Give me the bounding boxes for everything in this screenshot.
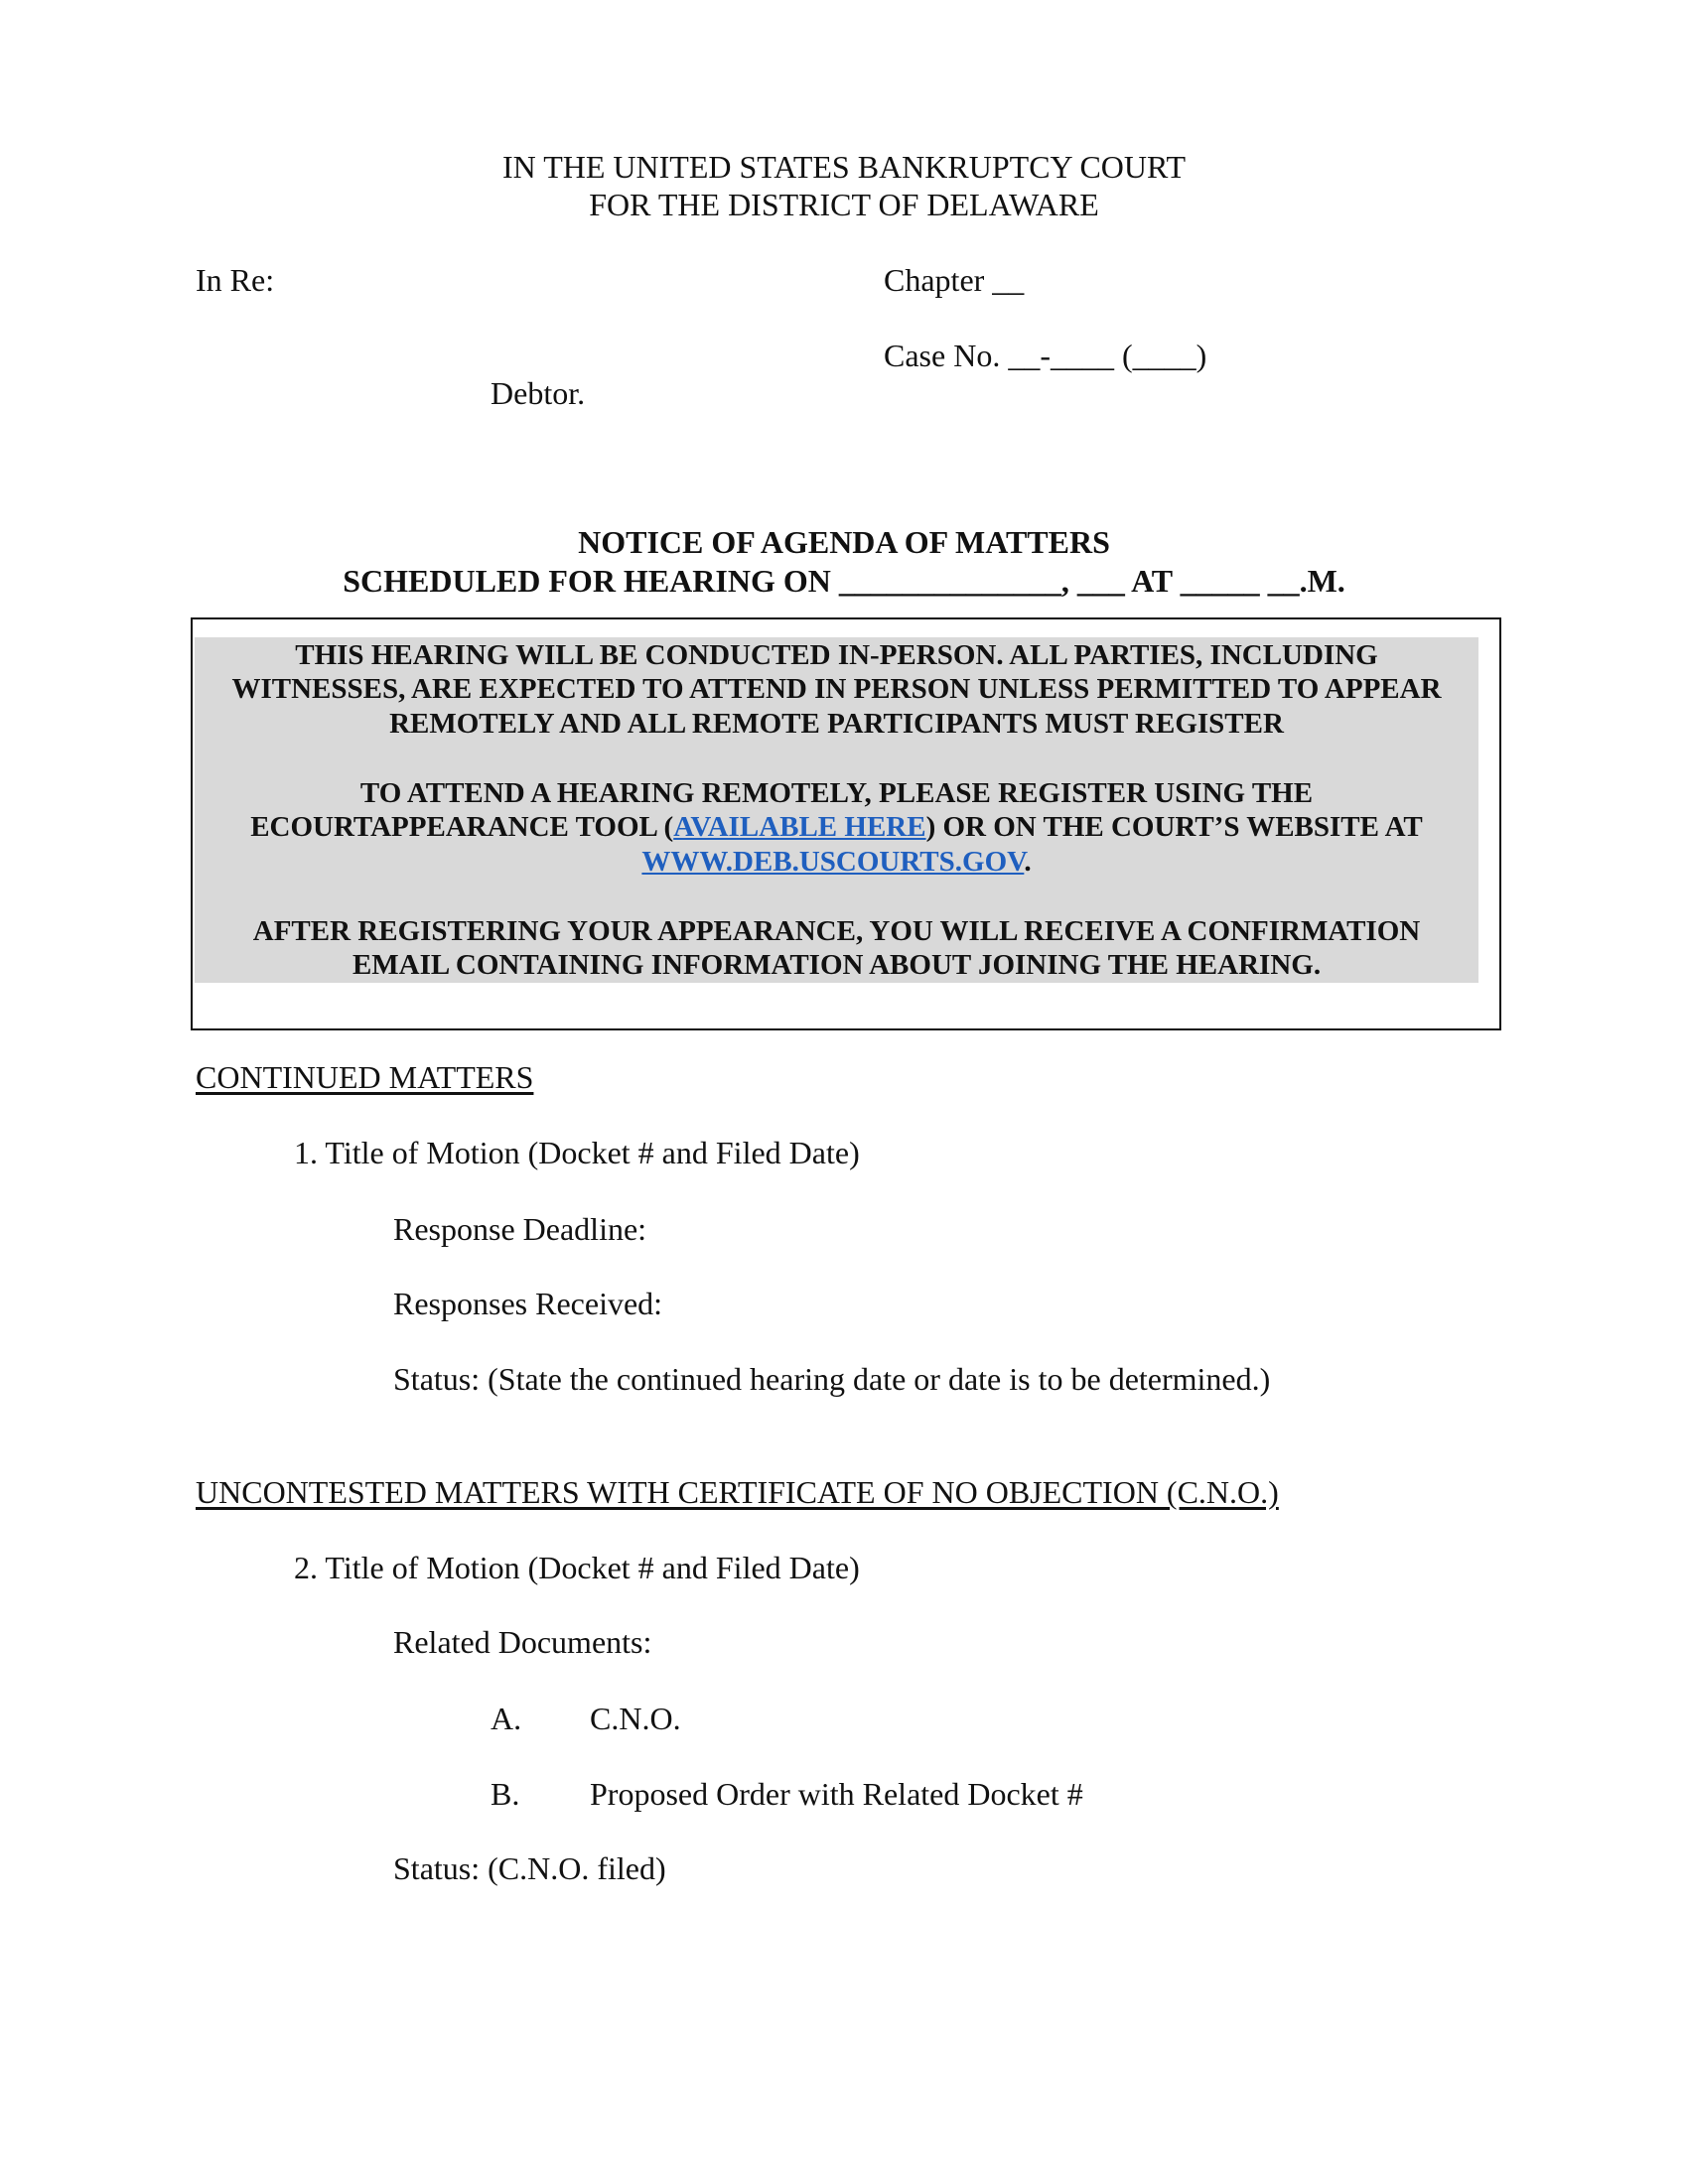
notice-text: ) OR ON THE COURT’S WEBSITE AT (925, 811, 1423, 843)
notice-text: . (1024, 846, 1032, 878)
doc-text: Proposed Order with Related Docket # (590, 1776, 1083, 1812)
notice-line: WITNESSES, ARE EXPECTED TO ATTEND IN PERSON UNLESS PERMITTED TO APPEAR (231, 673, 1442, 705)
chapter-field: Chapter __ (884, 262, 1025, 298)
notice-line: REMOTELY AND ALL REMOTE PARTICIPANTS MUST REGISTER (389, 708, 1284, 740)
uncontested-status: Status: (C.N.O. filed) (393, 1850, 666, 1886)
debtor-label: Debtor. (491, 375, 586, 411)
doc-letter: A. (491, 1701, 522, 1736)
case-number-field: Case No. __-____ (____) (884, 338, 1207, 373)
notice-line (195, 845, 1478, 880)
notice-line: AFTER REGISTERING YOUR APPEARANCE, YOU WILL RECEIVE A CONFIRMATION (252, 915, 1421, 947)
doc-letter: B. (491, 1776, 520, 1812)
notice-text: ECOURTAPPEARANCE TOOL ( (250, 811, 674, 843)
in-re-label: In Re: (196, 262, 275, 298)
court-name: IN THE UNITED STATES BANKRUPTCY COURT (502, 149, 1186, 185)
responses-received: Responses Received: (393, 1286, 663, 1321)
court-district: FOR THE DISTRICT OF DELAWARE (589, 187, 1099, 222)
continued-item-title: 1. Title of Motion (Docket # and Filed Date) (294, 1135, 860, 1170)
uncontested-matters-heading: UNCONTESTED MATTERS WITH CERTIFICATE OF NO OBJECTION (C.N.O.) (196, 1474, 1279, 1510)
available-here-link[interactable]: AVAILABLE HERE (673, 811, 926, 843)
notice-line: EMAIL CONTAINING INFORMATION ABOUT JOINING THE HEARING. (352, 949, 1322, 981)
notice-line (195, 810, 1478, 845)
hearing-date-line: SCHEDULED FOR HEARING ON ______________, ___ AT _____ __.M. (343, 563, 1345, 599)
document-title: NOTICE OF AGENDA OF MATTERS (578, 524, 1110, 560)
continued-status: Status: (State the continued hearing date or date is to be determined.) (393, 1361, 1271, 1397)
doc-text: C.N.O. (590, 1701, 681, 1736)
notice-line: TO ATTEND A HEARING REMOTELY, PLEASE REGISTER USING THE (359, 777, 1314, 809)
response-deadline: Response Deadline: (393, 1211, 647, 1247)
notice-line: THIS HEARING WILL BE CONDUCTED IN-PERSON. ALL PARTIES, INCLUDING (295, 639, 1378, 671)
continued-matters-heading: CONTINUED MATTERS (196, 1059, 534, 1095)
court-website-link[interactable]: WWW.DEB.USCOURTS.GOV (641, 846, 1025, 878)
related-documents: Related Documents: (393, 1624, 652, 1660)
uncontested-item-title: 2. Title of Motion (Docket # and Filed Date) (294, 1550, 860, 1585)
